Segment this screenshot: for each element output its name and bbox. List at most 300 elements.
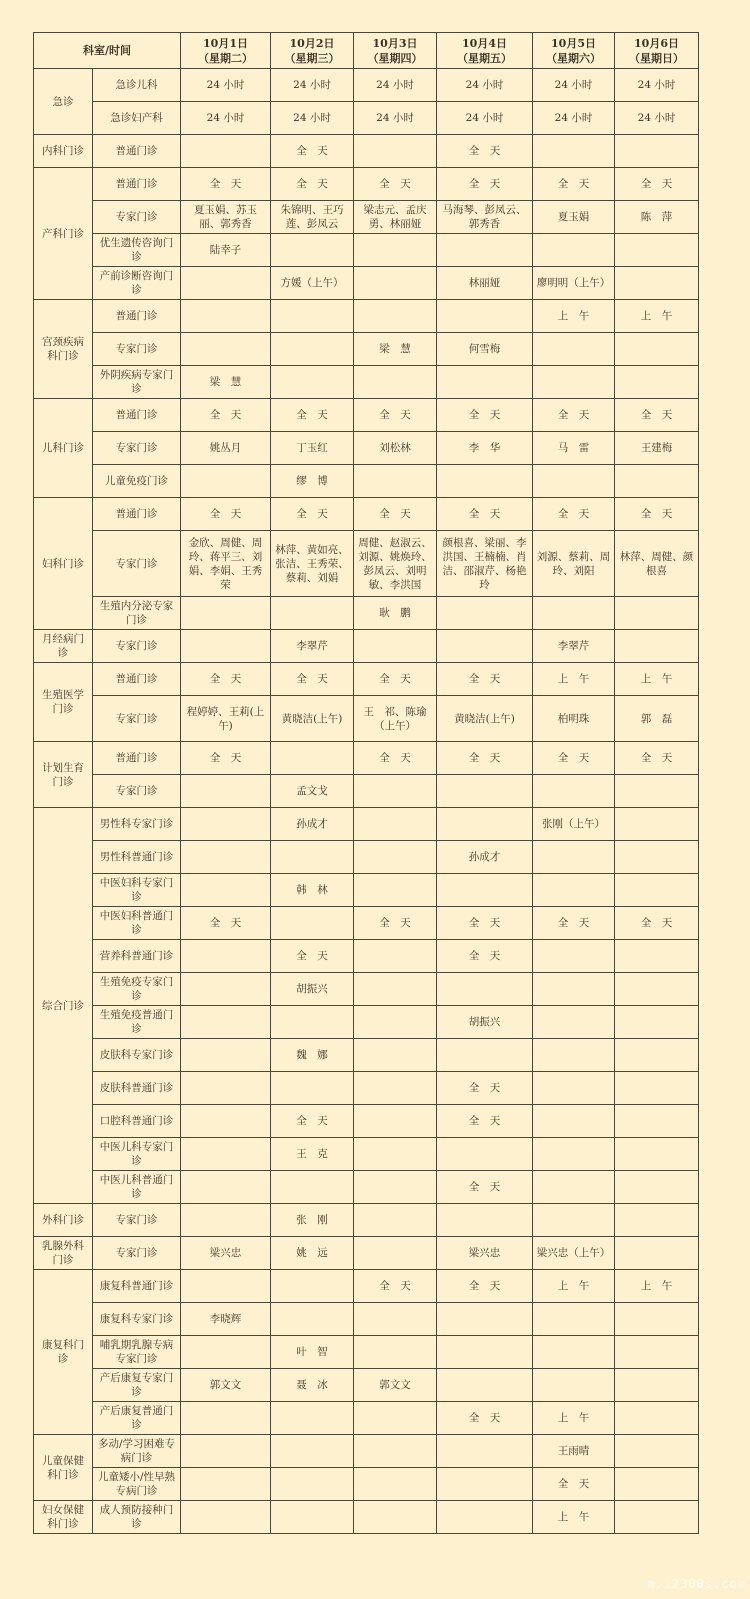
schedule-cell (271, 1006, 354, 1039)
table-row (34, 1138, 699, 1171)
schedule-cell: 刘松林 (354, 432, 437, 465)
schedule-cell (271, 1468, 354, 1501)
schedule-cell (437, 1468, 533, 1501)
schedule-cell: 夏玉娟、苏玉丽、郭秀香 (181, 201, 271, 234)
schedule-cell: 李翠芹 (533, 630, 615, 663)
clinic-name: 普通门诊 (93, 742, 181, 775)
schedule-cell: 廖明明（上午） (533, 267, 615, 300)
schedule-cell: 王 祁、陈瑜（上午） (354, 696, 437, 742)
table-row (34, 663, 699, 696)
schedule-cell: 梁 慧 (354, 333, 437, 366)
schedule-cell (437, 630, 533, 663)
clinic-name: 产后康复普通门诊 (93, 1402, 181, 1435)
clinic-name: 普通门诊 (93, 168, 181, 201)
schedule-cell: 全 天 (437, 1072, 533, 1105)
schedule-cell: 全 天 (181, 742, 271, 775)
clinic-name: 中医儿科普通门诊 (93, 1171, 181, 1204)
schedule-cell (354, 1303, 437, 1336)
table-row (34, 1402, 699, 1435)
schedule-cell (181, 1171, 271, 1204)
schedule-cell: 上 午 (533, 1270, 615, 1303)
schedule-cell (181, 267, 271, 300)
schedule-cell: 张 刚 (271, 1204, 354, 1237)
schedule-cell (615, 1468, 699, 1501)
clinic-name: 中医儿科专家门诊 (93, 1138, 181, 1171)
day-header: 10月6日 （星期日） (615, 33, 699, 69)
schedule-cell: 全 天 (271, 135, 354, 168)
department-name: 宫颈疾病科门诊 (34, 300, 93, 399)
table-row (34, 940, 699, 973)
table-row (34, 808, 699, 841)
schedule-cell (354, 1105, 437, 1138)
schedule-cell (354, 234, 437, 267)
schedule-cell: 马海琴、彭凤云、郭秀香 (437, 201, 533, 234)
schedule-cell (533, 1336, 615, 1369)
schedule-cell (533, 1039, 615, 1072)
schedule-cell: 全 天 (354, 663, 437, 696)
schedule-cell (354, 366, 437, 399)
schedule-cell (181, 1336, 271, 1369)
schedule-cell (354, 1039, 437, 1072)
schedule-cell (437, 973, 533, 1006)
schedule-cell: 全 天 (437, 1105, 533, 1138)
schedule-cell: 24 小时 (271, 69, 354, 102)
department-name: 儿科门诊 (34, 399, 93, 498)
table-row (34, 907, 699, 940)
schedule-cell (615, 775, 699, 808)
schedule-cell (533, 1303, 615, 1336)
schedule-cell (615, 940, 699, 973)
clinic-name: 儿童矮小/性早熟专病门诊 (93, 1468, 181, 1501)
schedule-cell: 夏玉娟 (533, 201, 615, 234)
table-row (34, 597, 699, 630)
schedule-cell (437, 366, 533, 399)
schedule-cell: 全 天 (533, 399, 615, 432)
schedule-cell: 林萍、黄如亮、张洁、王秀荣、蔡莉、刘娟 (271, 531, 354, 597)
schedule-cell: 全 天 (181, 498, 271, 531)
schedule-cell: 全 天 (271, 663, 354, 696)
schedule-cell (181, 1204, 271, 1237)
schedule-cell (437, 874, 533, 907)
table-row (34, 498, 699, 531)
schedule-cell: 梁兴忠（上午） (533, 1237, 615, 1270)
clinic-name: 专家门诊 (93, 1204, 181, 1237)
table-row (34, 1501, 699, 1534)
schedule-cell: 姚丛月 (181, 432, 271, 465)
clinic-name: 急诊妇产科 (93, 102, 181, 135)
schedule-cell: 王建梅 (615, 432, 699, 465)
schedule-cell (181, 465, 271, 498)
table-row (34, 399, 699, 432)
schedule-cell (271, 742, 354, 775)
schedule-cell (615, 808, 699, 841)
table-row (34, 531, 699, 597)
schedule-cell: 上 午 (533, 663, 615, 696)
clinic-name: 哺乳期乳腺专病专家门诊 (93, 1336, 181, 1369)
schedule-cell (354, 1435, 437, 1468)
clinic-name: 专家门诊 (93, 630, 181, 663)
schedule-cell (437, 1435, 533, 1468)
schedule-cell (181, 1468, 271, 1501)
table-row (34, 1204, 699, 1237)
day-header: 10月3日 （星期四） (354, 33, 437, 69)
schedule-cell: 24 小时 (437, 69, 533, 102)
schedule-cell (533, 1072, 615, 1105)
schedule-cell: 全 天 (181, 399, 271, 432)
schedule-cell (181, 841, 271, 874)
schedule-cell (271, 841, 354, 874)
table-row (34, 1336, 699, 1369)
clinic-name: 男性科专家门诊 (93, 808, 181, 841)
schedule-cell: 聂 冰 (271, 1369, 354, 1402)
schedule-cell (533, 1171, 615, 1204)
schedule-cell: 全 天 (615, 498, 699, 531)
department-name: 生殖医学门诊 (34, 663, 93, 742)
schedule-cell (354, 300, 437, 333)
schedule-cell: 方媛（上午） (271, 267, 354, 300)
clinic-name: 儿童免疫门诊 (93, 465, 181, 498)
schedule-cell (271, 1303, 354, 1336)
schedule-cell: 全 天 (437, 1270, 533, 1303)
schedule-cell: 全 天 (615, 742, 699, 775)
table-row (34, 135, 699, 168)
clinic-name: 康复科专家门诊 (93, 1303, 181, 1336)
schedule-cell (437, 808, 533, 841)
schedule-cell: 全 天 (181, 663, 271, 696)
schedule-cell: 耿 鹏 (354, 597, 437, 630)
schedule-cell: 全 天 (533, 742, 615, 775)
schedule-cell (354, 940, 437, 973)
schedule-cell: 全 天 (615, 907, 699, 940)
schedule-cell: 颜根喜、梁丽、李洪国、王楠楠、肖洁、邵淑芹、杨艳玲 (437, 531, 533, 597)
schedule-cell (533, 366, 615, 399)
schedule-cell (615, 1039, 699, 1072)
clinic-name: 外阴疾病专家门诊 (93, 366, 181, 399)
schedule-cell (181, 1006, 271, 1039)
schedule-cell (354, 135, 437, 168)
schedule-cell: 全 天 (533, 168, 615, 201)
clinic-name: 中医妇科普通门诊 (93, 907, 181, 940)
schedule-cell (354, 1336, 437, 1369)
table-row (34, 775, 699, 808)
schedule-cell (181, 1039, 271, 1072)
schedule-cell (615, 630, 699, 663)
schedule-cell (271, 1072, 354, 1105)
day-header: 10月1日 （星期二） (181, 33, 271, 69)
department-name: 综合门诊 (34, 808, 93, 1204)
schedule-cell (181, 135, 271, 168)
schedule-cell: 梁兴忠 (437, 1237, 533, 1270)
schedule-cell: 24 小时 (533, 69, 615, 102)
schedule-cell: 胡振兴 (271, 973, 354, 1006)
schedule-cell: 上 午 (615, 1270, 699, 1303)
schedule-cell: 全 天 (271, 498, 354, 531)
clinic-name: 普通门诊 (93, 300, 181, 333)
schedule-cell (615, 1072, 699, 1105)
schedule-cell (615, 366, 699, 399)
schedule-cell (271, 597, 354, 630)
schedule-cell (615, 1204, 699, 1237)
schedule-cell: 李 华 (437, 432, 533, 465)
schedule-cell (354, 1006, 437, 1039)
schedule-cell: 全 天 (437, 399, 533, 432)
schedule-cell: 全 天 (437, 168, 533, 201)
schedule-cell (437, 1138, 533, 1171)
schedule-cell (354, 465, 437, 498)
schedule-cell (533, 775, 615, 808)
schedule-cell: 孟文戈 (271, 775, 354, 808)
schedule-cell: 全 天 (437, 742, 533, 775)
schedule-cell (354, 841, 437, 874)
schedule-cell (271, 1402, 354, 1435)
table-row (34, 1369, 699, 1402)
schedule-cell (437, 1501, 533, 1534)
schedule-cell (437, 775, 533, 808)
schedule-cell (354, 808, 437, 841)
schedule-cell (271, 1501, 354, 1534)
schedule-cell: 全 天 (354, 498, 437, 531)
clinic-name: 营养科普通门诊 (93, 940, 181, 973)
schedule-cell: 李晓辉 (181, 1303, 271, 1336)
schedule-cell (181, 1501, 271, 1534)
schedule-cell (354, 1204, 437, 1237)
schedule-cell (615, 1336, 699, 1369)
schedule-cell (615, 1105, 699, 1138)
day-header: 10月4日 （星期五） (437, 33, 533, 69)
schedule-cell (533, 1369, 615, 1402)
schedule-cell: 周健、赵淑云、刘源、姚焕玲、彭凤云、刘明敏、李洪国 (354, 531, 437, 597)
schedule-cell: 24 小时 (354, 102, 437, 135)
schedule-cell: 韩 林 (271, 874, 354, 907)
table-row (34, 432, 699, 465)
table-row (34, 102, 699, 135)
schedule-cell (533, 940, 615, 973)
schedule-cell (271, 1435, 354, 1468)
schedule-cell (437, 1369, 533, 1402)
clinic-name: 皮肤科普通门诊 (93, 1072, 181, 1105)
schedule-cell: 全 天 (615, 399, 699, 432)
schedule-cell: 郭文文 (181, 1369, 271, 1402)
schedule-cell (181, 1105, 271, 1138)
schedule-cell: 全 天 (437, 1402, 533, 1435)
schedule-cell: 黄晓洁(上午) (271, 696, 354, 742)
schedule-cell (533, 135, 615, 168)
schedule-cell (533, 1204, 615, 1237)
department-name: 妇科门诊 (34, 498, 93, 630)
schedule-cell (271, 234, 354, 267)
schedule-cell: 全 天 (354, 399, 437, 432)
schedule-cell: 缪 博 (271, 465, 354, 498)
schedule-cell (533, 841, 615, 874)
table-row (34, 1072, 699, 1105)
clinic-name: 普通门诊 (93, 399, 181, 432)
schedule-cell: 陈 萍 (615, 201, 699, 234)
schedule-cell (437, 234, 533, 267)
schedule-cell: 程婷婷、王莉(上午) (181, 696, 271, 742)
schedule-cell: 全 天 (437, 498, 533, 531)
schedule-cell (615, 1402, 699, 1435)
schedule-cell: 魏 娜 (271, 1039, 354, 1072)
schedule-cell (271, 366, 354, 399)
clinic-name: 专家门诊 (93, 432, 181, 465)
schedule-cell: 陆幸子 (181, 234, 271, 267)
schedule-cell: 24 小时 (271, 102, 354, 135)
schedule-cell: 梁 慧 (181, 366, 271, 399)
schedule-cell (354, 874, 437, 907)
schedule-cell: 梁志元、孟庆勇、林丽娅 (354, 201, 437, 234)
schedule-cell: 姚 远 (271, 1237, 354, 1270)
schedule-cell (354, 1138, 437, 1171)
schedule-cell: 马 雷 (533, 432, 615, 465)
schedule-cell: 全 天 (533, 907, 615, 940)
schedule-cell: 上 午 (533, 300, 615, 333)
schedule-cell: 全 天 (181, 907, 271, 940)
table-row (34, 1105, 699, 1138)
table-row (34, 1237, 699, 1270)
table-row (34, 69, 699, 102)
schedule-cell: 24 小时 (533, 102, 615, 135)
schedule-cell (437, 597, 533, 630)
clinic-name: 专家门诊 (93, 696, 181, 742)
schedule-cell: 全 天 (437, 940, 533, 973)
clinic-name: 普通门诊 (93, 498, 181, 531)
schedule-cell (615, 1435, 699, 1468)
table-row (34, 1006, 699, 1039)
schedule-cell: 全 天 (533, 1468, 615, 1501)
clinic-name: 专家门诊 (93, 1237, 181, 1270)
schedule-cell (615, 333, 699, 366)
schedule-cell (271, 1171, 354, 1204)
department-name: 计划生育门诊 (34, 742, 93, 808)
schedule-cell (354, 775, 437, 808)
clinic-name: 专家门诊 (93, 333, 181, 366)
table-row (34, 1468, 699, 1501)
table-row (34, 696, 699, 742)
schedule-cell: 孙成才 (271, 808, 354, 841)
schedule-cell: 全 天 (437, 907, 533, 940)
schedule-cell (533, 1105, 615, 1138)
schedule-cell (181, 1270, 271, 1303)
table-row (34, 267, 699, 300)
schedule-cell (354, 1237, 437, 1270)
schedule-cell: 全 天 (354, 907, 437, 940)
schedule-cell (533, 1138, 615, 1171)
schedule-cell (181, 775, 271, 808)
schedule-cell (271, 907, 354, 940)
table-row (34, 630, 699, 663)
clinic-name: 普通门诊 (93, 663, 181, 696)
schedule-cell (437, 465, 533, 498)
schedule-cell: 24 小时 (181, 102, 271, 135)
table-row (34, 201, 699, 234)
schedule-cell (354, 1501, 437, 1534)
schedule-cell: 林丽娅 (437, 267, 533, 300)
department-name: 内科门诊 (34, 135, 93, 168)
schedule-cell (181, 1138, 271, 1171)
schedule-cell (533, 874, 615, 907)
header-row (34, 33, 699, 69)
schedule-cell (181, 808, 271, 841)
schedule-cell (615, 1006, 699, 1039)
schedule-cell: 24 小时 (181, 69, 271, 102)
table-row (34, 234, 699, 267)
schedule-cell (437, 1039, 533, 1072)
schedule-cell: 全 天 (271, 940, 354, 973)
schedule-cell: 胡振兴 (437, 1006, 533, 1039)
clinic-name: 口腔科普通门诊 (93, 1105, 181, 1138)
schedule-cell: 全 天 (271, 399, 354, 432)
clinic-name: 产前诊断咨询门诊 (93, 267, 181, 300)
schedule-cell: 金欣、周健、周玲、蒋平三、刘娟、李娟、王秀荣 (181, 531, 271, 597)
department-name: 妇女保健科门诊 (34, 1501, 93, 1534)
day-header: 10月5日 （星期六） (533, 33, 615, 69)
department-name: 急诊 (34, 69, 93, 135)
schedule-cell (615, 1138, 699, 1171)
table-row (34, 973, 699, 1006)
table-row (34, 1270, 699, 1303)
clinic-name: 生殖免疫专家门诊 (93, 973, 181, 1006)
schedule-cell (271, 333, 354, 366)
schedule-cell: 张刚（上午） (533, 808, 615, 841)
schedule-cell (533, 234, 615, 267)
schedule-cell (181, 630, 271, 663)
schedule-cell (181, 300, 271, 333)
schedule-cell (437, 1204, 533, 1237)
schedule-cell (437, 1303, 533, 1336)
schedule-cell: 丁玉红 (271, 432, 354, 465)
schedule-body (34, 69, 699, 1534)
clinic-name: 生殖免疫普通门诊 (93, 1006, 181, 1039)
schedule-cell (533, 973, 615, 1006)
schedule-cell: 全 天 (437, 663, 533, 696)
clinic-name: 中医妇科专家门诊 (93, 874, 181, 907)
schedule-cell (437, 1336, 533, 1369)
schedule-cell: 上 午 (533, 1501, 615, 1534)
schedule-cell (271, 1270, 354, 1303)
clinic-name: 专家门诊 (93, 201, 181, 234)
schedule-cell (615, 1303, 699, 1336)
schedule-cell: 朱锦明、王巧莲、彭凤云 (271, 201, 354, 234)
clinic-name: 专家门诊 (93, 531, 181, 597)
schedule-cell: 上 午 (615, 663, 699, 696)
table-row (34, 333, 699, 366)
schedule-cell: 何雪梅 (437, 333, 533, 366)
schedule-cell (533, 1006, 615, 1039)
table-row (34, 841, 699, 874)
schedule-cell: 全 天 (615, 168, 699, 201)
corner-header: 科室/时间 (34, 33, 181, 69)
schedule-cell (615, 135, 699, 168)
schedule-cell (615, 234, 699, 267)
schedule-cell (354, 1402, 437, 1435)
schedule-cell (615, 973, 699, 1006)
department-name: 康复科门诊 (34, 1270, 93, 1435)
schedule-cell: 李翠芹 (271, 630, 354, 663)
department-name: 儿童保健科门诊 (34, 1435, 93, 1501)
schedule-cell: 刘源、蔡莉、周玲、刘阳 (533, 531, 615, 597)
schedule-cell (354, 1468, 437, 1501)
schedule-cell (615, 841, 699, 874)
schedule-cell: 全 天 (437, 135, 533, 168)
schedule-cell (615, 1501, 699, 1534)
table-row (34, 366, 699, 399)
schedule-cell: 上 午 (533, 1402, 615, 1435)
schedule-cell (615, 597, 699, 630)
schedule-cell (533, 465, 615, 498)
clinic-name: 优生遗传咨询门诊 (93, 234, 181, 267)
schedule-cell (181, 874, 271, 907)
schedule-cell: 叶 智 (271, 1336, 354, 1369)
